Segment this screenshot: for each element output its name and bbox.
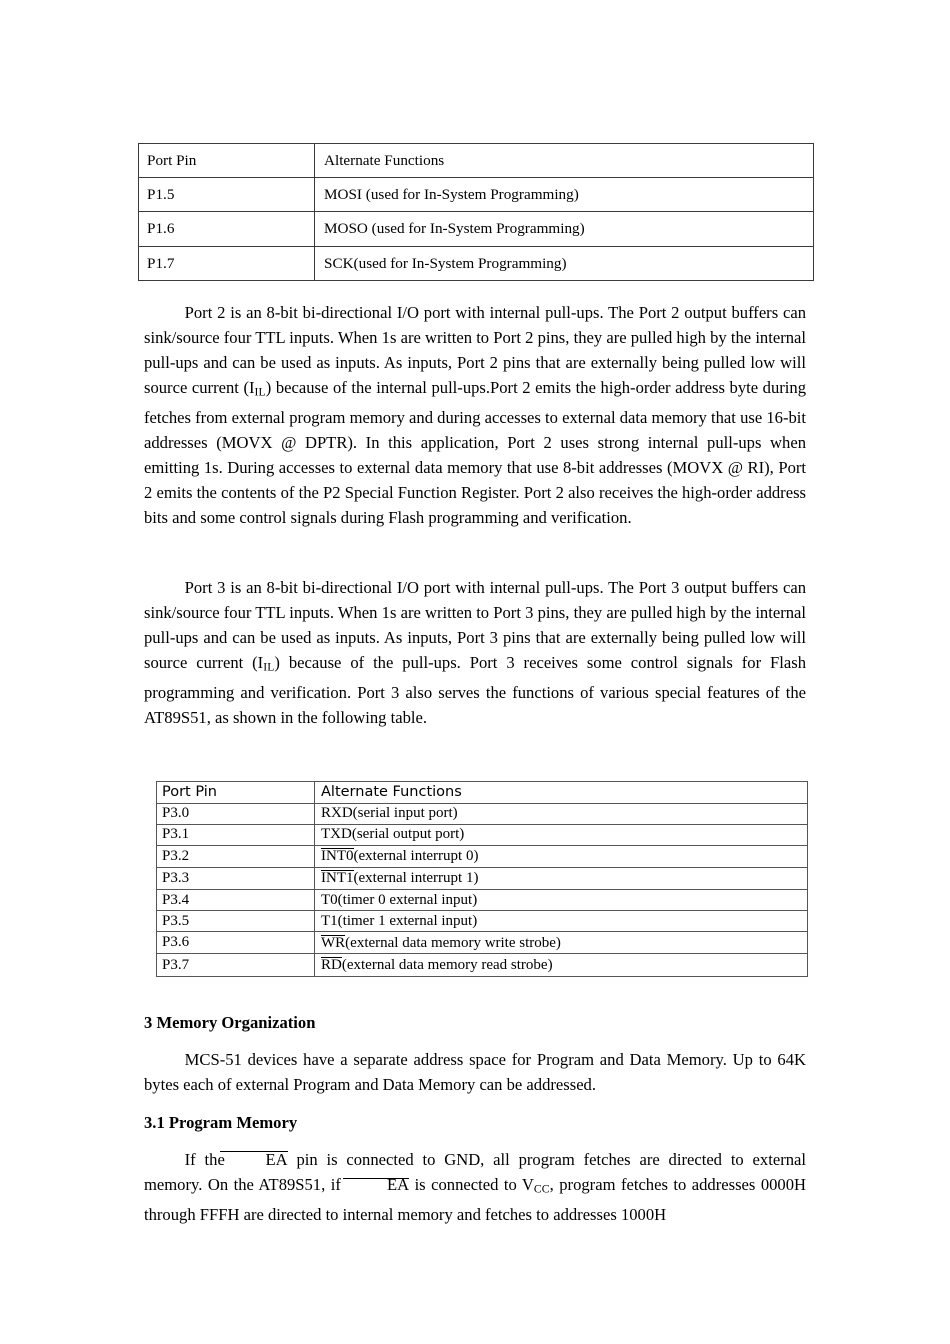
- port3-text-part-2: ) because of the pull-ups. Port 3 receives some control signals for Flash programming and verification. Port 3 also serves the functions of various special features of the AT89S51, as shown in the following table.: [144, 653, 806, 727]
- program-text-part-2: pin is connected to GND, all program fetches are directed to external memory. On the AT89S51, if: [144, 1150, 806, 1194]
- signal-name-overlined: INT1: [321, 870, 354, 887]
- table-row: [139, 212, 814, 246]
- table-row: [139, 246, 814, 280]
- signal-description: (external interrupt 0): [353, 848, 479, 864]
- cell-port-pin: P3.6: [157, 932, 315, 954]
- signal-description: (external interrupt 1): [353, 870, 479, 887]
- cell-port-pin: P3.1: [157, 824, 315, 845]
- cell-alternate-function: [315, 867, 808, 889]
- signal-name: T1: [321, 912, 338, 929]
- port3-alternate-functions-table: [156, 781, 794, 977]
- cell-alternate-function: MOSO (used for In-System Programming): [315, 212, 814, 246]
- column-header-alternate-functions: Alternate Functions: [315, 144, 814, 178]
- program-memory-paragraph: [144, 1147, 806, 1227]
- ea-pin-overlined: EA: [220, 1151, 288, 1169]
- table-row: [157, 867, 808, 889]
- program-memory-paragraph-block: [144, 1147, 806, 1227]
- table-row: [157, 932, 808, 954]
- program-text-part-4: , program fetches to addresses 0000H through FFFH are directed to internal memory and fetches to addresses 1000H: [144, 1175, 806, 1224]
- table-header-row: [157, 782, 808, 804]
- signal-name-overlined: RD: [321, 956, 342, 973]
- cell-alternate-function: [315, 911, 808, 932]
- cell-alternate-function: SCK(used for In-System Programming): [315, 246, 814, 280]
- cell-port-pin: P1.7: [139, 246, 315, 280]
- cell-port-pin: P3.3: [157, 867, 315, 889]
- cell-alternate-function: [315, 803, 808, 824]
- signal-name-overlined: INT0: [321, 848, 354, 864]
- signal-name: T0: [321, 891, 338, 908]
- cell-port-pin: P3.2: [157, 845, 315, 867]
- table-p3: [156, 781, 808, 977]
- table-row: [157, 845, 808, 867]
- table-row: [139, 178, 814, 212]
- column-header-port-pin: Port Pin: [157, 782, 315, 804]
- signal-description: (external data memory read strobe): [341, 956, 553, 973]
- port2-paragraph: [144, 300, 806, 530]
- program-memory-heading-block: [144, 1110, 806, 1135]
- cell-port-pin: P3.7: [157, 954, 315, 976]
- cell-port-pin: P3.4: [157, 890, 315, 911]
- cell-port-pin: P1.6: [139, 212, 315, 246]
- cell-port-pin: P1.5: [139, 178, 315, 212]
- current-subscript-il: IL: [254, 385, 266, 399]
- signal-description: (serial input port): [352, 805, 458, 821]
- cell-alternate-function: [315, 954, 808, 976]
- current-subscript-il: IL: [263, 660, 275, 674]
- port3-paragraph: [144, 575, 806, 730]
- vcc-subscript: CC: [533, 1182, 550, 1196]
- port1-alternate-functions-table: [138, 143, 794, 281]
- table-row: [157, 911, 808, 932]
- section-heading-3-1: 3.1 Program Memory: [144, 1113, 298, 1132]
- cell-port-pin: P3.0: [157, 803, 315, 824]
- table-p1: [138, 143, 814, 281]
- table-row: [157, 954, 808, 976]
- signal-description: (serial output port): [351, 826, 465, 842]
- memory-organization-heading-block: [144, 1010, 806, 1035]
- signal-description: (timer 0 external input): [337, 891, 478, 908]
- cell-alternate-function: [315, 890, 808, 911]
- port3-description-block: [144, 575, 806, 730]
- memory-paragraph: MCS-51 devices have a separate address space for Program and Data Memory. Up to 64K bytes each of external Program and Data Memory can be addressed.: [144, 1050, 806, 1094]
- column-header-port-pin: Port Pin: [139, 144, 315, 178]
- signal-name: RXD: [321, 805, 353, 821]
- table-row: [157, 824, 808, 845]
- ea-pin-overlined-artifact: EA: [346, 1172, 409, 1197]
- table-row: [157, 890, 808, 911]
- port2-text-part-1: Port 2 is an 8-bit bi-directional I/O port with internal pull-ups. The Port 2 output buffers can sink/source four TTL inputs. When 1s are written to Port 2 pins, they are pulled high by the internal pull-ups and can be used as inputs. As inputs, Port 2 pins that are externally being pulled low will source current (I: [144, 303, 806, 397]
- cell-alternate-function: [315, 824, 808, 845]
- cell-port-pin: P3.5: [157, 911, 315, 932]
- column-header-alternate-functions: Alternate Functions: [315, 782, 808, 804]
- signal-name: TXD: [321, 826, 352, 842]
- cell-alternate-function: [315, 932, 808, 954]
- table-header-row: [139, 144, 814, 178]
- program-text-part-1: If the: [184, 1150, 225, 1169]
- cell-alternate-function: MOSI (used for In-System Programming): [315, 178, 814, 212]
- signal-name-overlined: WR: [321, 934, 346, 951]
- port3-text-part-1: Port 3 is an 8-bit bi-directional I/O port with internal pull-ups. The Port 3 output buffers can sink/source four TTL inputs. When 1s are written to Port 3 pins, they are pulled high by the internal pull-ups and can be used as inputs. As inputs, Port 3 pins that are externally being pulled low will source current (I: [144, 578, 806, 672]
- program-text-part-3: is connected to V: [409, 1175, 534, 1194]
- section-heading-3: 3 Memory Organization: [144, 1013, 316, 1032]
- signal-description: (external data memory write strobe): [345, 934, 561, 951]
- signal-description: (timer 1 external input): [337, 912, 478, 929]
- port2-description-block: [144, 300, 806, 530]
- memory-organization-paragraph-block: [144, 1047, 806, 1097]
- port2-text-part-2: ) because of the internal pull-ups.Port 2 emits the high-order address byte during fetches from external program memory and during accesses to external data memory that use 16-bit addresses (MOVX @ DPTR). In this application, Port 2 uses strong internal pull-ups when emitting 1s. During accesses to external data memory that use 8-bit addresses (MOVX @ RI), Port 2 emits the contents of the P2 Special Function Register. Port 2 also receives the high-order address bits and some control signals during Flash programming and verification.: [144, 378, 806, 527]
- table-row: [157, 803, 808, 824]
- cell-alternate-function: [315, 845, 808, 867]
